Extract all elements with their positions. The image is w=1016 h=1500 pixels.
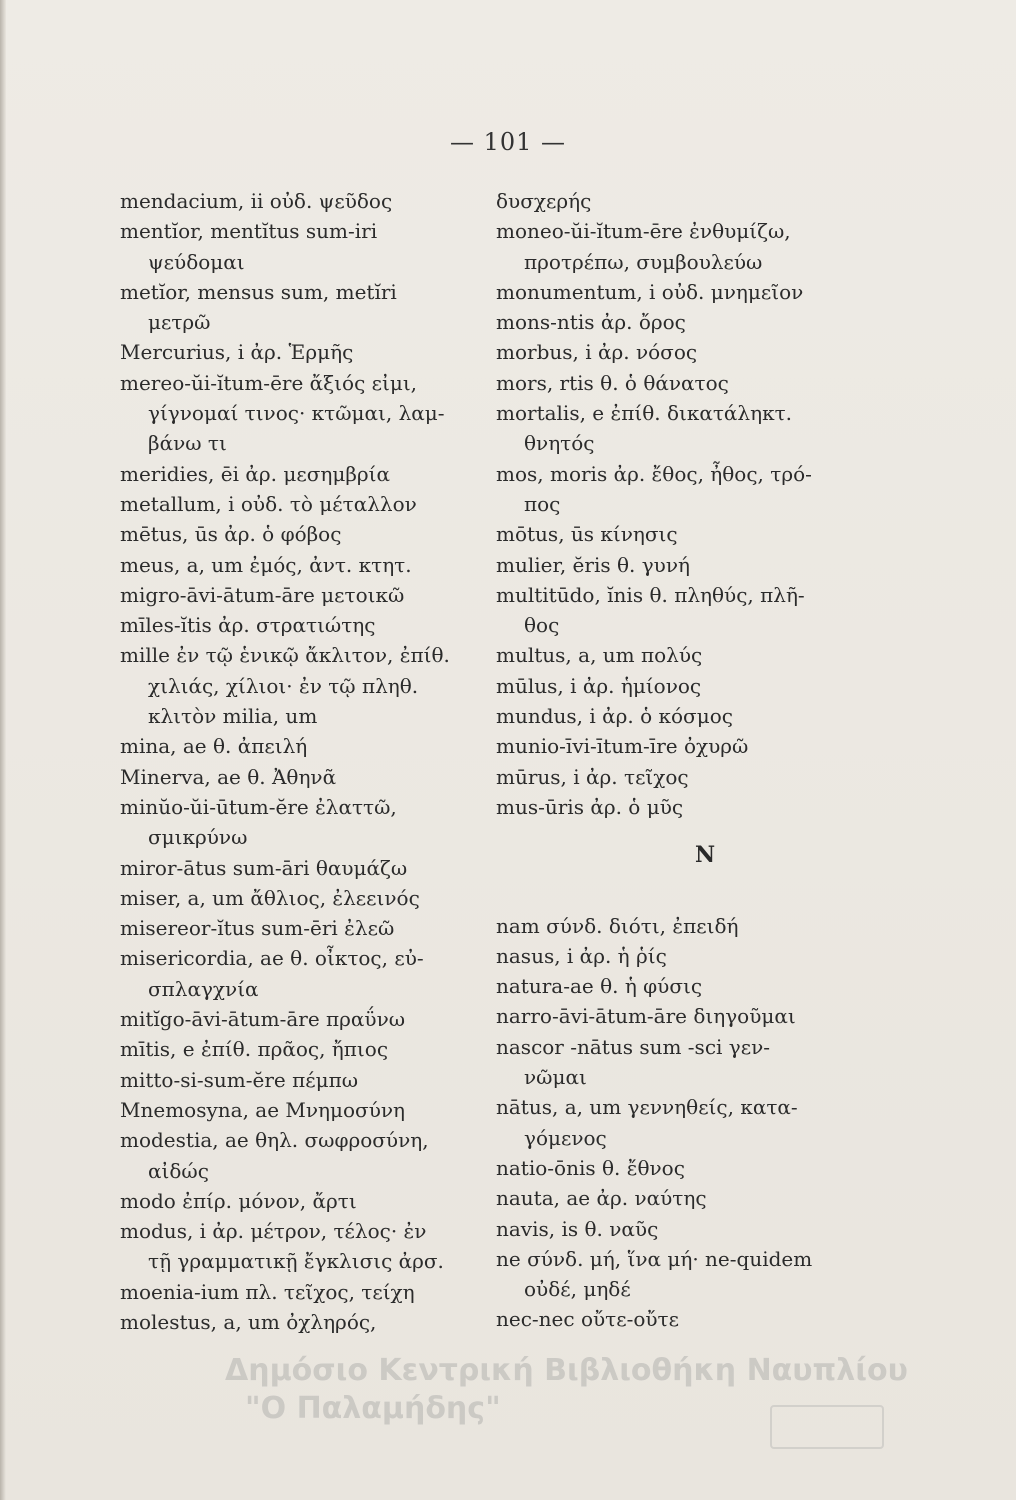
dictionary-entry: [120, 731, 492, 761]
entry-continuation-line: πος: [524, 491, 561, 516]
letter-heading: N: [694, 842, 718, 869]
entry-headword-line: mors, rtis θ. ὁ θάνατος: [496, 370, 729, 395]
entry-continuation-line: προτρέπω, συμβουλεύω: [524, 249, 763, 274]
dictionary-entry: [120, 519, 492, 549]
entry-headword-line: metĭor, mensus sum, metĭri: [120, 279, 397, 304]
dictionary-entry: [496, 762, 916, 792]
entry-headword-line: nātus, a, um γεννηθείς, κατα-: [496, 1095, 798, 1120]
entry-continuation-line: θνητός: [524, 431, 595, 456]
dictionary-entry: [120, 1216, 492, 1277]
entry-headword-line: mus-ūris ἀρ. ὁ μῦς: [496, 794, 684, 819]
entry-headword-line: misericordia, ae θ. οἶκτος, εὐ-: [120, 946, 424, 971]
entry-headword-line: mōtus, ūs κίνησις: [496, 522, 678, 547]
dictionary-entry: [496, 459, 916, 520]
entry-continuation-line: μετρῶ: [148, 310, 211, 335]
entry-headword-line: minŭo-ŭi-ūtum-ĕre ἐλαττῶ,: [120, 794, 397, 819]
entry-headword-line: multus, a, um πολύς: [496, 643, 703, 668]
entry-headword-line: mūlus, i ἀρ. ἡμίονος: [496, 673, 702, 698]
entry-headword-line: mētus, ūs ἀρ. ὁ φόβος: [120, 522, 342, 547]
entry-headword-line: mītis, e ἐπίθ. πρᾶος, ἤπιος: [120, 1037, 389, 1062]
dictionary-entry: [120, 1095, 492, 1125]
entry-headword-line: morbus, i ἀρ. νόσος: [496, 340, 698, 365]
entry-headword-line: mulier, ĕris θ. γυνή: [496, 552, 690, 577]
dictionary-entry: [496, 1032, 916, 1093]
dictionary-entry: [496, 671, 916, 701]
dictionary-entry: [496, 1214, 916, 1244]
entry-headword-line: moenia-ium πλ. τεῖχος, τείχη: [120, 1279, 415, 1304]
dictionary-entry: [496, 911, 916, 941]
entry-headword-line: miror-ātus sum-āri θαυμάζω: [120, 855, 408, 880]
entry-headword-line: mos, moris ἀρ. ἔθος, ἦθος, τρό-: [496, 461, 812, 486]
entry-continuation-line: κλιτὸν milia, um: [148, 704, 318, 729]
dictionary-entry: [496, 216, 916, 277]
dictionary-entry: [120, 792, 492, 853]
dictionary-entry: [120, 1004, 492, 1034]
entry-continuation-line: γίγνομαί τινος· κτῶμαι, λαμ-: [148, 401, 445, 426]
entry-headword-line: δυσχερής: [496, 189, 592, 213]
entry-continuation-line: βάνω τι: [148, 431, 227, 456]
dictionary-entry: [496, 731, 916, 761]
dictionary-entry: [120, 943, 492, 1004]
entry-headword-line: mons-ntis ἀρ. ὄρος: [496, 310, 686, 335]
dictionary-entry: [120, 186, 492, 216]
entry-continuation-line: χιλιάς, χίλιοι· ἐν τῷ πληθ.: [148, 673, 419, 698]
entry-continuation-line: τῇ γραμματικῇ ἔγκλισις ἀρσ.: [148, 1249, 444, 1274]
entry-headword-line: monumentum, i οὐδ. μνημεῖον: [496, 279, 804, 304]
dictionary-entry: [496, 1304, 916, 1334]
entry-headword-line: nasus, i ἀρ. ἡ ῥίς: [496, 943, 667, 968]
entry-headword-line: metallum, i οὐδ. τὸ μέταλλον: [120, 491, 417, 516]
dictionary-entry: [120, 337, 492, 367]
entry-headword-line: Minerva, ae θ. Ἀθηνᾶ: [120, 764, 337, 789]
dictionary-entry: [496, 186, 916, 216]
entry-headword-line: Mnemosyna, ae Μνημοσύνη: [120, 1097, 406, 1122]
entry-headword-line: navis, is θ. ναῦς: [496, 1216, 659, 1241]
entry-headword-line: mina, ae θ. ἀπειλή: [120, 734, 308, 759]
entry-headword-line: migro-āvi-ātum-āre μετοικῶ: [120, 582, 405, 607]
entry-continuation-line: νῶμαι: [524, 1065, 587, 1090]
entry-headword-line: mentĭor, mentĭtus sum-iri: [120, 219, 378, 244]
dictionary-entry: [120, 1186, 492, 1216]
entry-headword-line: mille ἐν τῷ ἑνικῷ ἄκλιτον, ἐπίθ.: [120, 643, 450, 668]
dictionary-entry: [496, 337, 916, 367]
page-edge: [0, 0, 6, 1500]
entry-headword-line: ne σύνδ. μή, ἵνα μή· ne-quidem: [496, 1246, 813, 1271]
entry-headword-line: nec-nec οὔτε-οὔτε: [496, 1307, 679, 1332]
dictionary-entry: [496, 277, 916, 307]
dictionary-entry: [496, 701, 916, 731]
dictionary-entry: [120, 913, 492, 943]
right-column-n-entries: [496, 911, 916, 1335]
dictionary-entry: [496, 1153, 916, 1183]
dictionary-entry: [120, 580, 492, 610]
entry-headword-line: natio-ōnis θ. ἔθνος: [496, 1155, 685, 1180]
entry-headword-line: mitĭgo-āvi-ātum-āre πραΰνω: [120, 1007, 406, 1032]
dictionary-entry: [496, 519, 916, 549]
entry-headword-line: molestus, a, um ὀχληρός,: [120, 1309, 377, 1334]
dictionary-entry: [120, 1307, 492, 1337]
entry-headword-line: mendacium, ii οὐδ. ψεῦδος: [120, 189, 393, 213]
entry-headword-line: mūrus, i ἀρ. τεῖχος: [496, 764, 689, 789]
entry-headword-line: modus, i ἀρ. μέτρον, τέλος· ἐν: [120, 1219, 427, 1244]
entry-continuation-line: θος: [524, 613, 560, 638]
dictionary-entry: [120, 1125, 492, 1186]
dictionary-entry: [120, 1034, 492, 1064]
dictionary-entry: [496, 792, 916, 822]
entry-headword-line: narro-āvi-ātum-āre διηγοῦμαι: [496, 1004, 796, 1029]
dictionary-entry: [120, 489, 492, 519]
dictionary-entry: [496, 971, 916, 1001]
dictionary-entry: [120, 610, 492, 640]
entry-headword-line: meridies, ēi ἀρ. μεσημβρία: [120, 461, 390, 486]
dictionary-entry: [496, 580, 916, 641]
dictionary-entry: [496, 1092, 916, 1153]
entry-headword-line: moneo-ŭi-ĭtum-ēre ἐνθυμίζω,: [496, 219, 791, 244]
dictionary-entry: [120, 883, 492, 913]
entry-headword-line: nascor -nātus sum -sci γεν-: [496, 1034, 771, 1059]
entry-headword-line: meus, a, um ἐμός, ἀντ. κτητ.: [120, 552, 412, 577]
watermark-line-1: Δημόσιο Κεντρική Βιβλιοθήκη Ναυπλίου: [225, 1353, 908, 1388]
entry-headword-line: mereo-ŭi-ĭtum-ēre ἄξιός εἰμι,: [120, 370, 418, 395]
dictionary-entry: [496, 307, 916, 337]
entry-headword-line: Mercurius, i ἀρ. Ἑρμῆς: [120, 340, 354, 365]
dictionary-entry: [120, 459, 492, 489]
dictionary-entry: [120, 550, 492, 580]
dictionary-entry: [120, 1065, 492, 1095]
entry-headword-line: modo ἐπίρ. μόνον, ἄρτι: [120, 1188, 357, 1213]
entry-headword-line: mitto-si-sum-ĕre πέμπω: [120, 1067, 359, 1092]
entry-continuation-line: οὐδέ, μηδέ: [524, 1277, 631, 1302]
entry-continuation-line: σπλαγχνία: [148, 976, 259, 1001]
entry-headword-line: mortalis, e ἐπίθ. δικατάληκτ.: [496, 401, 793, 426]
dictionary-entry: [496, 1001, 916, 1031]
dictionary-entry: [496, 640, 916, 670]
dictionary-entry: [120, 277, 492, 338]
dictionary-entry: [120, 640, 492, 731]
dictionary-entry: [120, 368, 492, 459]
entry-headword-line: nam σύνδ. διότι, ἐπειδή: [496, 913, 739, 938]
dictionary-entry: [496, 1183, 916, 1213]
left-column: [120, 186, 492, 1337]
entry-continuation-line: γόμενος: [524, 1125, 607, 1150]
entry-headword-line: modestia, ae θηλ. σωφροσύνη,: [120, 1128, 429, 1153]
entry-continuation-line: σμικρύνω: [148, 825, 248, 850]
right-column: [496, 186, 916, 1335]
dictionary-entry: [120, 1277, 492, 1307]
entry-headword-line: multitūdo, ĭnis θ. πληθύς, πλῆ-: [496, 582, 805, 607]
stamp-mark: [770, 1405, 884, 1449]
dictionary-entry: [120, 216, 492, 277]
entry-continuation-line: ψεύδομαι: [148, 249, 245, 274]
entry-headword-line: miser, a, um ἄθλιος, ἐλεεινός: [120, 885, 420, 910]
entry-headword-line: munio-īvi-ītum-īre ὀχυρῶ: [496, 734, 749, 759]
entry-headword-line: misereor-ĭtus sum-ēri ἐλεῶ: [120, 916, 395, 941]
dictionary-entry: [120, 853, 492, 883]
dictionary-entry: [120, 762, 492, 792]
right-column-m-entries: [496, 186, 916, 822]
dictionary-entry: [496, 1244, 916, 1305]
entry-headword-line: mīles-ĭtis ἀρ. στρατιώτης: [120, 613, 376, 638]
watermark-line-2: "Ο Παλαμήδης": [245, 1391, 501, 1426]
dictionary-entry: [496, 550, 916, 580]
dictionary-entry: [496, 398, 916, 459]
entry-headword-line: mundus, i ἀρ. ὁ κόσμος: [496, 704, 733, 729]
entry-headword-line: natura-ae θ. ἡ φύσις: [496, 974, 703, 999]
dictionary-entry: [496, 941, 916, 971]
dictionary-entry: [496, 368, 916, 398]
entry-continuation-line: αἰδώς: [148, 1158, 209, 1183]
entry-headword-line: nauta, ae ἀρ. ναύτης: [496, 1186, 707, 1211]
page-number: — 101 —: [449, 128, 567, 156]
